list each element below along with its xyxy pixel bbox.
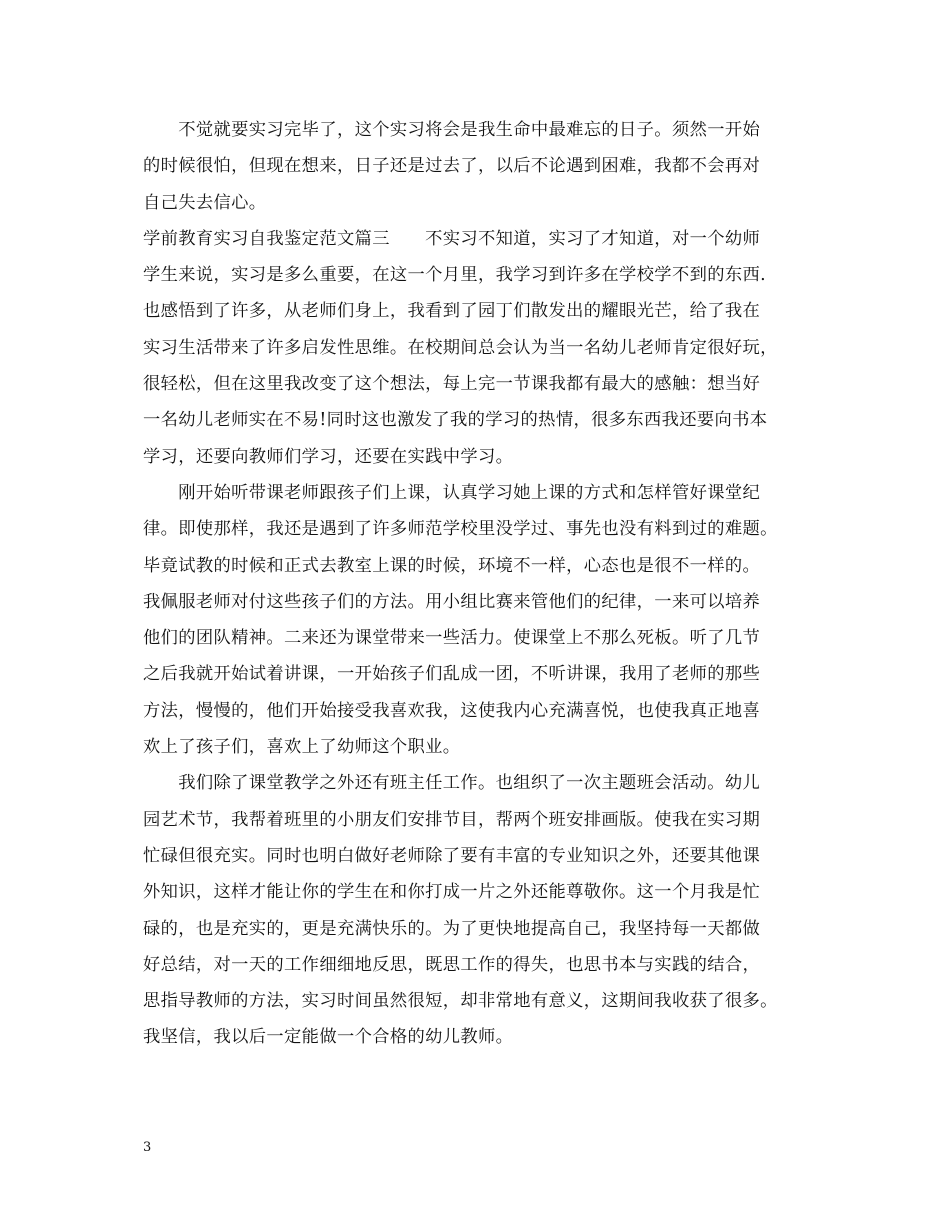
text-line: 碌的，也是充实的，更是充满快乐的。为了更快地提高自己，我坚持每一天都做	[143, 918, 761, 939]
text-line: 方法，慢慢的，他们开始接受我喜欢我，这使我内心充满喜悦，也使我真正地喜	[143, 700, 761, 721]
text-line: 很轻松，但在这里我改变了这个想法，每上完一节课我都有最大的感触：想当好	[143, 374, 761, 395]
text-line: 思指导教师的方法，实习时间虽然很短，却非常地有意义，这期间我收获了很多。	[143, 991, 778, 1012]
page-number: 3	[143, 1140, 152, 1155]
text-line: 之后我就开始试着讲课，一开始孩子们乱成一团，不听讲课，我用了老师的那些	[143, 664, 761, 685]
text-line: 毕竟试教的时候和正式去教室上课的时候，环境不一样，心态也是很不一样的。	[143, 555, 761, 576]
text-line: 学前教育实习自我鉴定范文篇三 不实习不知道，实习了才知道，对一个幼师	[143, 228, 761, 249]
text-line: 外知识，这样才能让你的学生在和你打成一片之外还能尊敬你。这一个月我是忙	[143, 882, 761, 903]
text-line: 实习生活带来了许多启发性思维。在校期间总会认为当一名幼儿老师肯定很好玩，	[143, 337, 778, 358]
text-line: 学生来说，实习是多么重要，在这一个月里，我学习到许多在学校学不到的东西.	[143, 265, 766, 286]
body-text	[143, 112, 823, 1056]
text-line: 自己失去信心。	[143, 192, 267, 213]
text-line: 也感悟到了许多，从老师们身上，我看到了园丁们散发出的耀眼光芒，给了我在	[143, 301, 761, 322]
text-line: 忙碌但很充实。同时也明白做好老师除了要有丰富的专业知识之外，还要其他课	[143, 845, 761, 866]
text-line: 我们除了课堂教学之外还有班主任工作。也组织了一次主题班会活动。幼儿	[143, 773, 761, 794]
text-line: 欢上了孩子们，喜欢上了幼师这个职业。	[143, 737, 461, 758]
text-line: 园艺术节，我帮着班里的小朋友们安排节目，帮两个班安排画版。使我在实习期	[143, 809, 761, 830]
text-line: 不觉就要实习完毕了，这个实习将会是我生命中最难忘的日子。须然一开始	[143, 120, 761, 140]
text-line: 的时候很怕，但现在想来，日子还是过去了，以后不论遇到困难，我都不会再对	[143, 156, 761, 177]
text-line: 一名幼儿老师实在不易!同时这也激发了我的学习的热情，很多东西我还要向书本	[143, 410, 768, 431]
text-line: 他们的团队精神。二来还为课堂带来一些活力。使课堂上不那么死板。听了几节	[143, 628, 761, 649]
text-line: 刚开始听带课老师跟孩子们上课，认真学习她上课的方式和怎样管好课堂纪	[143, 482, 761, 503]
text-line: 我坚信，我以后一定能做一个合格的幼儿教师。	[143, 1027, 514, 1048]
text-line: 律。即使那样，我还是遇到了许多师范学校里没学过、事先也没有料到过的难题。	[143, 519, 778, 540]
text-line: 我佩服老师对付这些孩子们的方法。用小组比赛来管他们的纪律，一来可以培养	[143, 591, 761, 612]
text-line: 好总结，对一天的工作细细地反思，既思工作的得失，也思书本与实践的结合，	[143, 954, 761, 975]
text-line: 学习，还要向教师们学习，还要在实践中学习。	[143, 446, 514, 467]
